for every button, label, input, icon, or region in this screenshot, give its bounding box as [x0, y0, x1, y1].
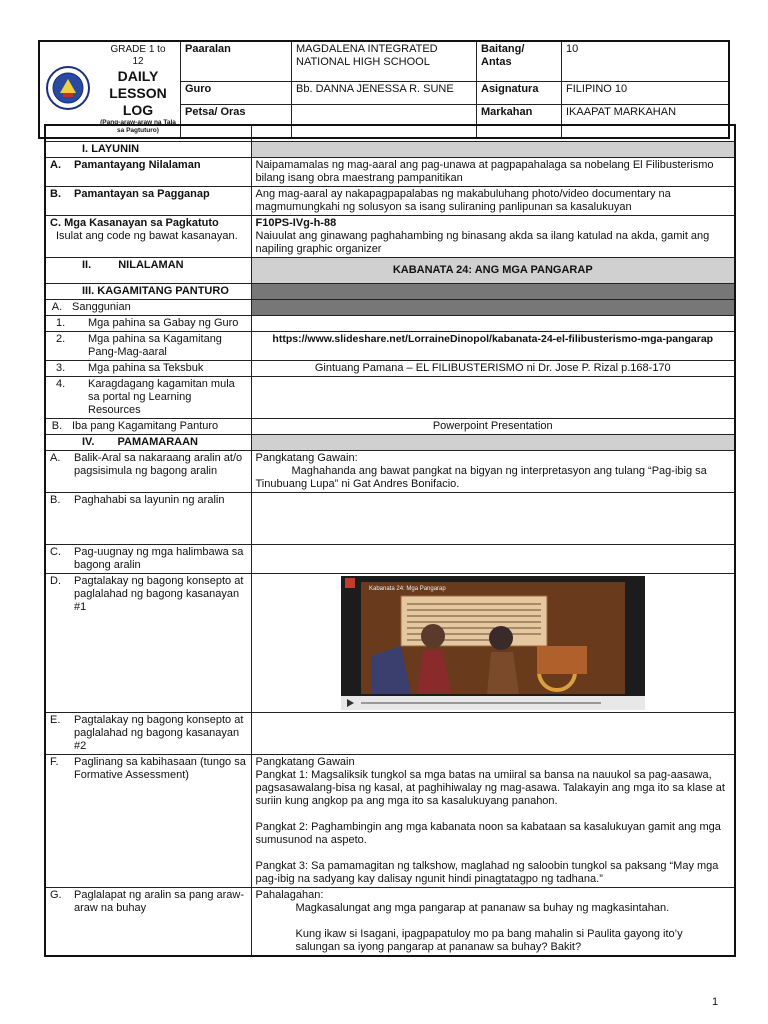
pE-value: [251, 712, 735, 754]
pF-value: [251, 754, 735, 887]
kasanayan-value: [251, 215, 735, 257]
petsa-label: Petsa/ Oras: [181, 104, 292, 138]
sanggunian-label: A. Sanggunian: [45, 299, 251, 315]
seal-icon: [45, 65, 91, 111]
pamantayan-pagganap-value: Ang mag-aaral ay nakapagpapalabas ng makabuluhang photo/video documentary na magmumungkahi ng solusyon sa isang suliraning panlipunan sa kasalukuyan: [251, 186, 735, 215]
markahan-label: Markahan: [477, 104, 562, 138]
ref4-label: 4. Karagdagang kagamitan mula sa portal ng Learning Resources: [45, 376, 251, 418]
paaralan-label: Paaralan: [181, 41, 292, 82]
pG-p2: Kung ikaw si Isagani, ipagpapatuloy mo pa bang mahalin si Paulita gayong ito’y salungan sa iyong pangarap at pananaw sa buhay? Bakit?: [295, 927, 683, 953]
ref2-label: 2. Mga pahina sa Kagamitang Pang-Mag-aaral: [45, 331, 251, 360]
page-number: 1: [712, 996, 719, 1008]
grade-line1: GRADE 1 to: [110, 44, 166, 55]
asignatura-label: Asignatura: [477, 82, 562, 104]
lesson-table: [44, 124, 736, 957]
ref3-value: Gintuang Pamana – EL FILIBUSTERISMO ni Dr. Jose P. Rizal p.168-170: [251, 360, 735, 376]
asignatura-value: FILIPINO 10: [562, 82, 730, 104]
pamantayang-nilalaman-label: A. Pamantayang Nilalaman: [45, 157, 251, 186]
pC-label: C. Pag-uugnay ng mga halimbawa sa bagong aralin: [45, 544, 251, 573]
ref1-label: 1. Mga pahina sa Gabay ng Guro: [45, 315, 251, 331]
kagamitan-shade: [251, 283, 735, 299]
close-icon: [345, 578, 355, 588]
pE-label: E. Pagtalakay ng bagong konsepto at paglalahad ng bagong kasanayan #2: [45, 712, 251, 754]
kasanayan-code: F10PS-IVg-h-88: [255, 216, 337, 229]
nilalaman-heading: II. NILALAMAN: [45, 257, 251, 283]
pA-value: [251, 450, 735, 492]
ref2-link[interactable]: https://www.slideshare.net/LorraineDinopol/kabanata-24-el-filibusterismo-mga-pangarap: [251, 331, 735, 360]
iba-value: Powerpoint Presentation: [251, 418, 735, 434]
kagamitan-heading: III. KAGAMITANG PANTURO: [45, 283, 251, 299]
pB-label: B. Paghahabi sa layunin ng aralin: [45, 492, 251, 544]
ref1-value: [251, 315, 735, 331]
pF-heading: Pangkatang Gawain: [255, 755, 355, 768]
title-daily: DAILY: [117, 68, 159, 84]
pG-label: G. Paglalapat ng aralin sa pang araw-araw na buhay: [45, 887, 251, 956]
pamamaraan-heading: IV. PAMAMARAAN: [45, 434, 251, 450]
pF-p1: Pangkat 1: Magsaliksik tungkol sa mga batas na umiiral sa bansa na nauukol sa pag-aasawa, pagsasawalang-bisa ng kasal, at paghihiwalay ng mag-asawa. Talakayin ang mga ito sa klase at suriin kung angkop pa ang mga ito sa kasalukuyang panahon.: [255, 768, 725, 807]
title-sub: (Pang-araw-araw na Tala sa Pagtuturo): [100, 119, 176, 134]
ref4-value: [251, 376, 735, 418]
pD-value: [251, 573, 735, 712]
title-lesson-log: LESSON LOG: [109, 85, 167, 118]
pA-heading: Pangkatang Gawain:: [255, 451, 358, 464]
guro-label: Guro: [181, 82, 292, 104]
layunin-heading: I. LAYUNIN: [45, 141, 251, 157]
layunin-shade: [251, 141, 735, 157]
pF-label: F. Paglinang sa kabihasaan (tungo sa Formative Assessment): [45, 754, 251, 887]
markahan-value: IKAAPAT MARKAHAN: [562, 104, 730, 138]
baitang-label: Baitang/ Antas: [477, 41, 562, 82]
pD-label: D. Pagtalakay ng bagong konsepto at paglalahad ng bagong kasanayan #1: [45, 573, 251, 712]
pamantayan-pagganap-label: B. Pamantayan sa Pagganap: [45, 186, 251, 215]
pB-value: [251, 492, 735, 544]
pF-p3: Pangkat 3: Sa pamamagitan ng talkshow, maglahad ng saloobin tungkol sa paksang “May mga pag-ibig na sadyang kay dalisay ngunit hindi pinagtatagpo ng tadhana.”: [255, 859, 719, 885]
guro-value: Bb. DANNA JENESSA R. SUNE: [292, 82, 477, 104]
video-title-text: Kabanata 24: Mga Pangarap: [368, 585, 446, 592]
nilalaman-value: KABANATA 24: ANG MGA PANGARAP: [251, 257, 735, 283]
video-progress-bar: [361, 702, 601, 704]
kasanayan-text: Naiuulat ang ginawang paghahambing ng binasang akda sa ilang katulad na akda, gamit ang napiling graphic organizer: [255, 229, 710, 255]
pC-value: [251, 544, 735, 573]
paaralan-value: MAGDALENA INTEGRATED NATIONAL HIGH SCHOOL: [292, 41, 477, 82]
pG-heading: Pahalagahan:: [255, 888, 324, 901]
pamamaraan-shade: [251, 434, 735, 450]
sanggunian-shade: [251, 299, 735, 315]
iba-label: B. Iba pang Kagamitang Panturo: [45, 418, 251, 434]
pF-p2: Pangkat 2: Paghambingin ang mga kabanata noon sa kabataan sa kasalukuyan gamit ang mga sumusunod na aspeto.: [255, 820, 721, 846]
pA-text: Maghahanda ang bawat pangkat na bigyan ng interpretasyon ang tulang “Pag-ibig sa Tinubuang Lupa” ni Gat Andres Bonifacio.: [255, 464, 707, 490]
ref3-label: 3. Mga pahina sa Teksbuk: [45, 360, 251, 376]
pA-label: A. Balik-Aral sa nakaraang aralin at/o pagsisimula ng bagong aralin: [45, 450, 251, 492]
video-thumbnail[interactable]: [341, 576, 645, 710]
baitang-value: 10: [562, 41, 730, 82]
pG-p1: Magkasalungat ang mga pangarap at pananaw sa buhay ng magkasintahan.: [295, 901, 670, 914]
grade-line2: 12: [132, 56, 144, 67]
pG-value: [251, 887, 735, 956]
kasanayan-label: C. Mga Kasanayan sa Pagkatuto Isulat ang code ng bawat kasanayan.: [45, 215, 251, 257]
pamantayang-nilalaman-value: Naipamamalas ng mag-aaral ang pag-unawa at pagpapahalaga sa nobelang El Filibusterismo bilang isang obra maestrang pampanitikan: [251, 157, 735, 186]
